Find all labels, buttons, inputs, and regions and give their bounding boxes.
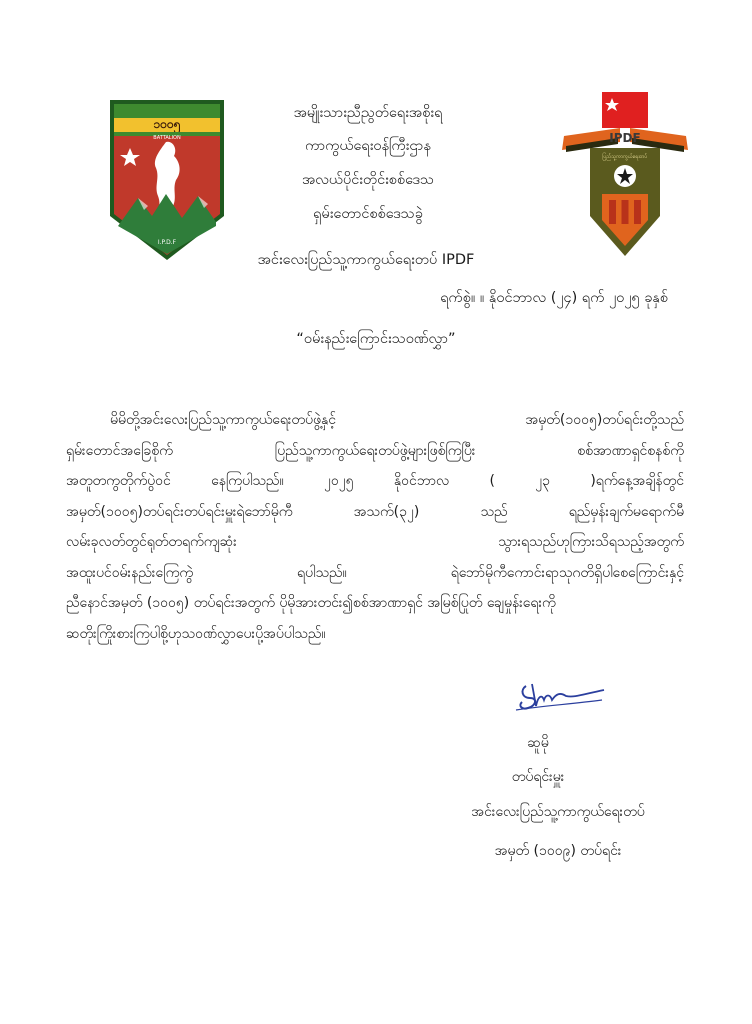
battalion-label-text: BATTALION bbox=[153, 135, 181, 141]
letter-subject: “ဝမ်းနည်းကြောင်းသဝဏ်လွှာ” bbox=[296, 331, 456, 347]
header-unit: အင်းလေးပြည်သူ့ကာကွယ်ရေးတပ် IPDF bbox=[257, 252, 475, 268]
signer-unit: အမှတ် (၁၀၀၉) တပ်ရင်း bbox=[494, 843, 622, 859]
body-line: လမ်းခုလတ်တွင်ရုတ်တရက်ကျဆုံး သွားရသည်ဟုကြားသိရသည့်အတွက် bbox=[66, 534, 684, 550]
header-subcommand: ရှမ်းတောင်စစ်ဒေသခွဲ bbox=[313, 206, 423, 222]
letter-body bbox=[66, 405, 684, 649]
badge-caption-text: ပြည်သူ့ကာကွယ်ရေးတပ် bbox=[602, 154, 648, 160]
signer-organization: အင်းလေးပြည်သူ့ကာကွယ်ရေးတပ် bbox=[471, 804, 645, 820]
signer-title: တပ်ရင်းမှူး bbox=[511, 769, 565, 785]
letter-date: ရက်စွဲ။ ။ နိုဝင်ဘာလ (၂၄) ရက် ၂၀၂၅ ခုနှစ် bbox=[440, 290, 668, 306]
header-government: အမျိုးသားညီညွတ်ရေးအစိုးရ bbox=[293, 105, 443, 121]
body-line: မိမိတို့အင်းလေးပြည်သူ့ကာကွယ်ရေးတပ်ဖွဲ့နှင့် အမှတ်(၁၀၀၅)တပ်ရင်းတို့သည် bbox=[110, 412, 684, 428]
body-line: အမှတ်(၁၀၀၅)တပ်ရင်းတပ်ရင်းမှူးရဲဘော်မိုကီ အသက်(၃၂) သည် ရည်မှန်းချက်မရောက်မီ bbox=[66, 503, 684, 520]
signer-name: ဆူမို bbox=[527, 735, 549, 751]
body-line: အထူးပင်ဝမ်းနည်းကြေကွဲ ရပါသည်။ ရဲဘော်မိုကီကောင်းရာသုဂတိရှိပါစေကြောင်းနှင့် bbox=[66, 564, 684, 581]
ipdf-ribbon-text: IPDF bbox=[609, 131, 641, 145]
header-ministry: ကာကွယ်ရေးဝန်ကြီးဌာန bbox=[305, 138, 431, 154]
battalion-number-text: ၁၀၀၅ bbox=[153, 117, 181, 131]
ipdf-label-text: I.P.D.F bbox=[157, 239, 177, 246]
body-line: ရှမ်းတောင်အခြေစိုက် ပြည်သူ့ကာကွယ်ရေးတပ်ဖွဲ့များဖြစ်ကြပြီး စစ်အာဏာရှင်စနစ်ကို bbox=[66, 442, 684, 459]
handwritten-signature bbox=[512, 676, 612, 716]
body-line: ဆတိုးကြိုးစားကြပါစို့ဟုသဝဏ်လွှာပေးပို့အပ်ပါသည်။ bbox=[66, 625, 326, 642]
body-line: ညီနောင်အမှတ် (၁၀၀၅) တပ်ရင်းအတွက် ပိုမိုအားတင်း၍စစ်အာဏာရှင် အမြစ်ပြုတ် ချေမှုန်းရေးကို bbox=[66, 595, 556, 611]
body-line: အတူတကွတိုက်ပွဲဝင် နေကြပါသည်။ ၂၀၂၅ နိုဝင်ဘာလ ( ၂၃ )ရက်နေ့အချိန်တွင် bbox=[66, 473, 684, 489]
header-command: အလယ်ပိုင်းတိုင်းစစ်ဒေသ bbox=[301, 172, 434, 188]
